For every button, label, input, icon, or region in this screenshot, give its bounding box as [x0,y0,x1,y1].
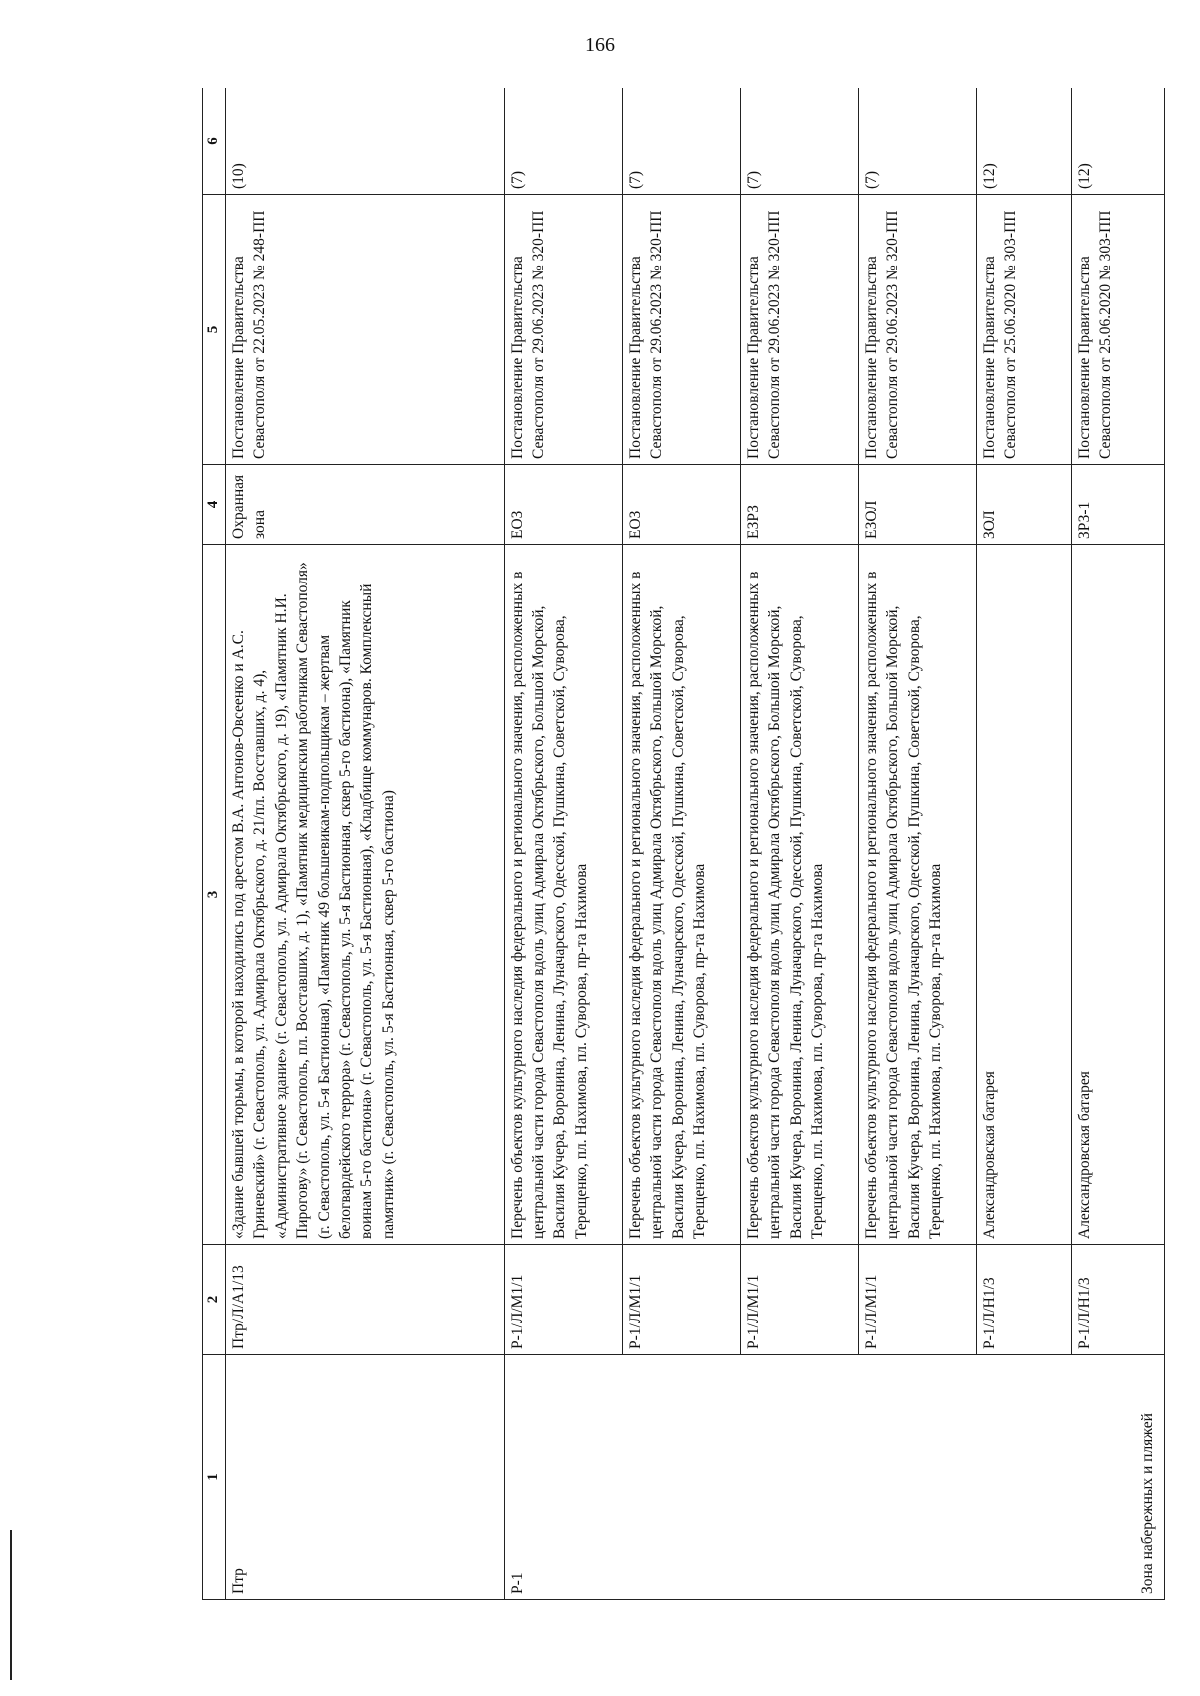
column-header: 5 [203,195,226,465]
column-header: 2 [203,1245,226,1355]
note-cell: (12) [1072,88,1165,195]
note-cell: (7) [504,88,622,195]
object-description-cell: «Здание бывшей тюрьмы, в которой находились под арестом В.А. Антонов-Овсеенко и А.С. Гриневский» (г. Севастополь, ул. Адмирала Октябрьского, д. 21/пл. Восставших, д. 4), «Административное здание» (г. Севастополь, ул. Адмирала Октябрьского, д. 19), «Памятник Н.И. Пирогову» (г. Севастополь, пл. Восставших, д. 1), «Памятник медицинским работникам Севастополя» (г. Севастополь, ул. 5-я Бастионная), «Памятник 49 большевикам-подпольщикам – жертвам белогвардейского террора» (г. Севастополь, ул. 5-я Бастионная, сквер 5-го бастиона), «Памятник воинам 5-го бастиона» (г. Севастополь, ул. 5-я Бастионная), «Кладбище коммунаров. Комплексный памятник» (г. Севастополь, ул. 5-я Бастионная, сквер 5-го бастиона) [226,545,505,1245]
decree-cell: Постановление Правительства Севастополя от 29.06.2023 № 320-ПП [740,195,858,465]
zone-type-cell: ЕЗРЗ [740,465,858,545]
zone-type-cell: ЕОЗ [504,465,622,545]
zone-group-cell [504,1355,1164,1600]
column-header: 4 [203,465,226,545]
object-description-cell: Александровская батарея [1072,545,1165,1245]
decree-cell: Постановление Правительства Севастополя от 29.06.2023 № 320-ПП [858,195,976,465]
object-code-cell: Р-1/Л/М1/1 [504,1245,622,1355]
zone-type-cell: ЗОЛ [976,465,1071,545]
object-code-cell: Птр/Л/А1/13 [226,1245,505,1355]
object-description-cell: Александровская батарея [976,545,1071,1245]
zone-code-cell: Птр [226,1355,505,1600]
decree-cell: Постановление Правительства Севастополя от 25.06.2020 № 303-ПП [976,195,1071,465]
zones-table [202,88,1165,1600]
table-header-row [203,88,226,1600]
object-code-cell: Р-1/Л/М1/1 [740,1245,858,1355]
object-description-cell: Перечень объектов культурного наследия федерального и регионального значения, расположенных в центральной части города Севастополя вдоль улиц Адмирала Октябрьского, Большой Морской, Василия Кучера, Воронина, Ленина, Луначарского, Одесской, Пушкина, Советской, Суворова, Терещенко, пл. Нахимова, пл. Суворова, пр-та Нахимова [622,545,740,1245]
zone-type-cell: ЗРЗ-1 [1072,465,1165,545]
note-cell: (10) [226,88,505,195]
rotated-table-frame [202,88,1165,1600]
zone-code: Р-1 [508,1572,526,1594]
zone-type-cell: Охранная зона [226,465,505,545]
scan-edge-line [10,1530,12,1680]
decree-cell: Постановление Правительства Севастополя от 29.06.2023 № 320-ПП [504,195,622,465]
note-cell: (7) [858,88,976,195]
column-header: 1 [203,1355,226,1600]
object-code-cell: Р-1/Л/Н1/3 [976,1245,1071,1355]
decree-cell: Постановление Правительства Севастополя от 29.06.2023 № 320-ПП [622,195,740,465]
object-description-cell: Перечень объектов культурного наследия федерального и регионального значения, расположенных в центральной части города Севастополя вдоль улиц Адмирала Октябрьского, Большой Морской, Василия Кучера, Воронина, Ленина, Луначарского, Одесской, Пушкина, Советской, Суворова, Терещенко, пл. Нахимова, пл. Суворова, пр-та Нахимова [740,545,858,1245]
object-description-cell: Перечень объектов культурного наследия федерального и регионального значения, расположенных в центральной части города Севастополя вдоль улиц Адмирала Октябрьского, Большой Морской, Василия Кучера, Воронина, Ленина, Луначарского, Одесской, Пушкина, Советской, Суворова, Терещенко, пл. Нахимова, пл. Суворова, пр-та Нахимова [504,545,622,1245]
note-cell: (7) [740,88,858,195]
zone-type-cell: ЕЗОЛ [858,465,976,545]
table-row [504,88,622,1600]
table-row [226,88,505,1600]
object-code-cell: Р-1/Л/М1/1 [622,1245,740,1355]
zone-type-cell: ЕОЗ [622,465,740,545]
column-header: 6 [203,88,226,195]
decree-cell: Постановление Правительства Севастополя от 22.05.2023 № 248-ПП [226,195,505,465]
note-cell: (7) [622,88,740,195]
decree-cell: Постановление Правительства Севастополя от 25.06.2020 № 303-ПП [1072,195,1165,465]
object-code-cell: Р-1/Л/Н1/3 [1072,1245,1165,1355]
page-number: 166 [585,34,615,56]
object-description-cell: Перечень объектов культурного наследия федерального и регионального значения, расположенных в центральной части города Севастополя вдоль улиц Адмирала Октябрьского, Большой Морской, Василия Кучера, Воронина, Ленина, Луначарского, Одесской, Пушкина, Советской, Суворова, Терещенко, пл. Нахимова, пл. Суворова, пр-та Нахимова [858,545,976,1245]
column-header: 3 [203,545,226,1245]
zone-group-label: Зона набережных и пляжей [1138,1413,1156,1594]
note-cell: (12) [976,88,1071,195]
object-code-cell: Р-1/Л/М1/1 [858,1245,976,1355]
